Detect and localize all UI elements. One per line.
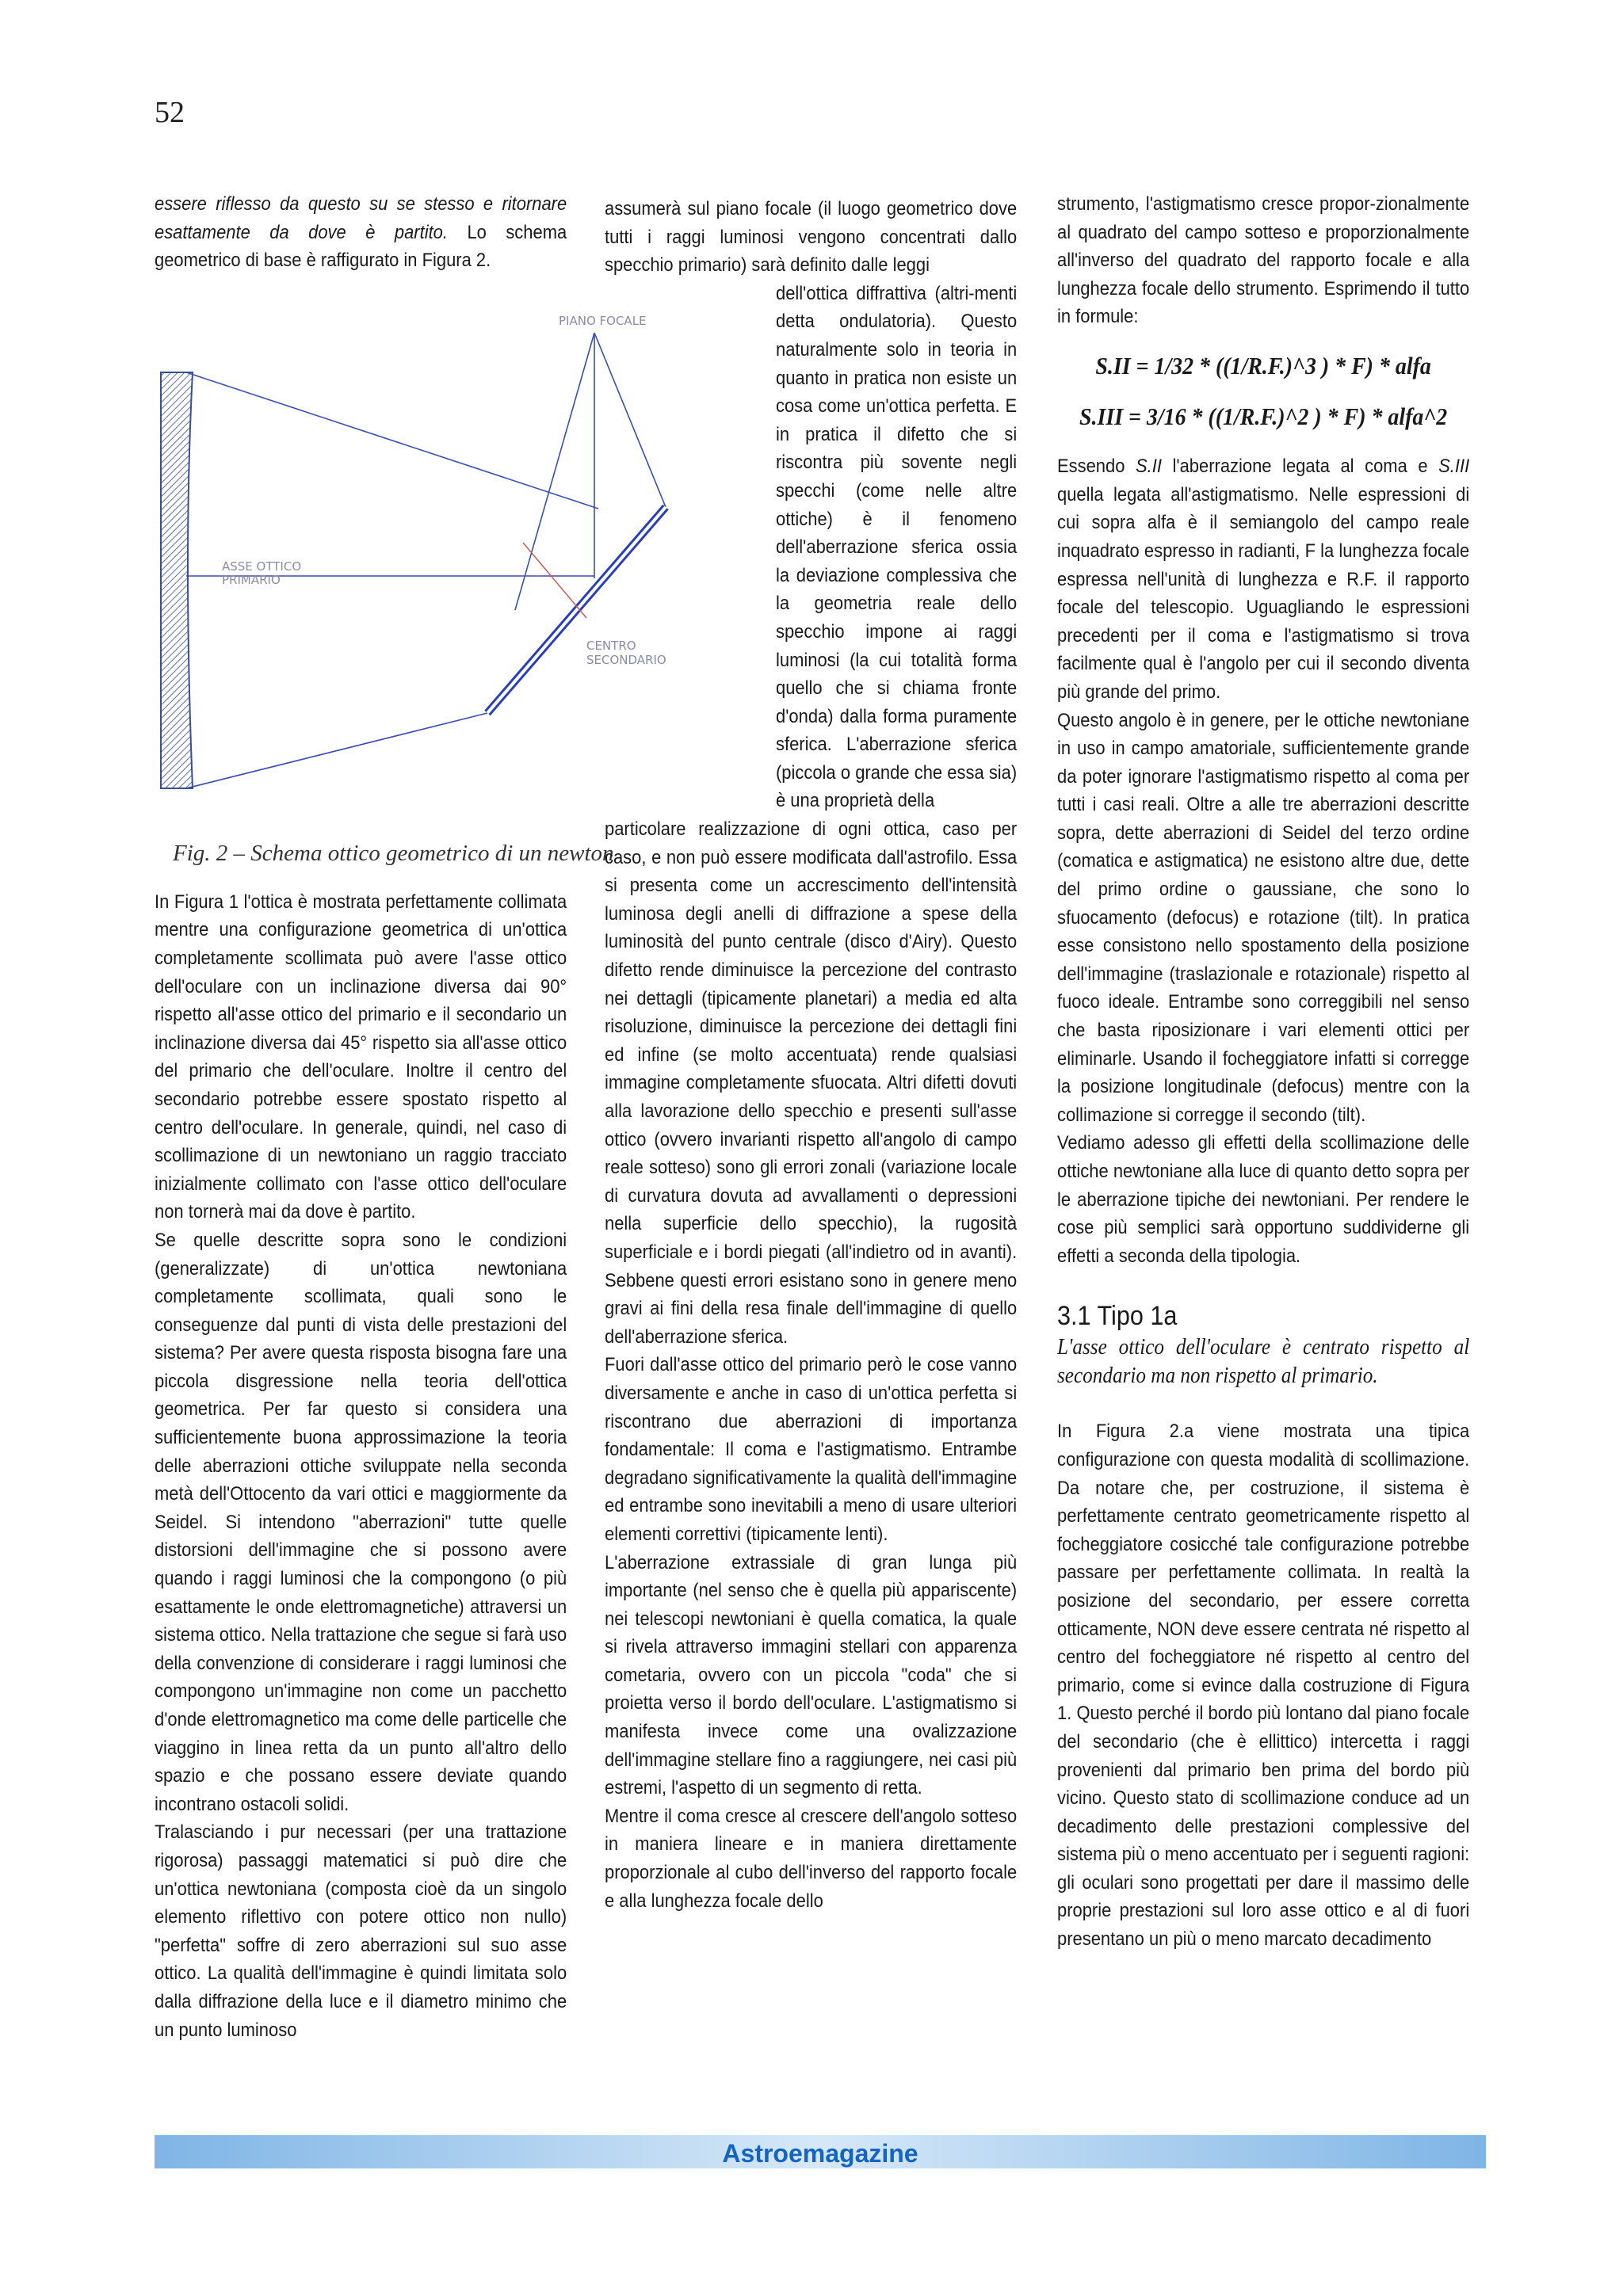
col1-intro: essere riflesso da questo su se stesso e ritornare esattamente da dove è partito. Lo schema geometrico di base è raffigurato in Figura 2. — [155, 193, 567, 272]
section-title: 3.1 Tipo 1a — [1057, 1301, 1178, 1332]
figure-caption: Fig. 2 – Schema ottico geometrico di un newton — [173, 841, 614, 866]
col1-paragraph-1: In Figura 1 l'ottica è mostrata perfettamente collimata mentre una configurazione geometrica di un'ottica completamente scollimata può avere l'asse ottico dell'oculare con un inclinazione diversa dai 90° rispetto all'asse ottico del primario e il secondario un inclinazione diversa dai 45° rispetto sia all'asse ottico del primario che dell'oculare. Inoltre il centro del secondario potrebbe essere spostato rispetto al centro dell'oculare. In generale, quindi, nel caso di scollimazione di un newtoniano un raggio tracciato inizialmente collimato con l'asse ottico dell'oculare non tornerà mai da dove è partito. — [155, 891, 567, 1223]
page-number: 52 — [155, 96, 185, 129]
label-centro: CENTRO — [586, 639, 636, 653]
col2-paragraph-1c: particolare realizzazione di ogni ottica, caso per caso, e non può essere modificata dall'astrofilo. Essa si presenta come un accrescimento dell'intensità luminosa degli anelli di diffrazione a spese della luminosità del punto centrale (disco d'Airy). Questo difetto rende diminuisce la percezione del contrasto nei dettagli (tipicamente planetari) a media ed alta risoluzione, diminuisce la percezione dei dettagli fini ed infine (se molto accentuata) rende qualsiasi immagine completamente sfuocata. Altri difetti dovuti alla lavorazione dello specchio e presenti sull'asse ottico (ovvero invarianti rispetto all'angolo di campo reale sotteso) sono gli errori zonali (variazione locale di curvatura dovuta ad avvallamenti o depressioni nella superficie dello specchio), la rugosità superficiale e i bordi piegati (all'indietro od in avanti). Sebbene questi errori esistano sono in genere meno gravi ai fini della resa finale dell'immagine di quello dell'aberrazione sferica. — [605, 818, 1018, 1348]
label-asse-ottico: ASSE OTTICO — [222, 559, 302, 574]
col3-paragraph-3: Questo angolo è in genere, per le ottiche newtoniane in uso in campo amatoriale, sufficientemente grande da poter ignorare l'astigmatismo rispetto al coma per tutti i casi reali. Oltre a alle tre aberrazioni descritte sopra, dette aberrazioni di Seidel del terzo ordine (comatica e astigmatica) ne esistono altre due, dette del primo ordine o gaussiane, che sono lo sfuocamento (defocus) e rotazione (tilt). In pratica esse consistono nello spostamento della posizione dell'immagine (traslazionale e rotazionale) rispetto al fuoco ideale. Entrambe sono correggibili nel senso che basta riposizionare i vari elementi ottici per eliminarle. Usando il focheggiatore infatti si corregge la posizione longitudinale (defocus) mentre con la collimazione si corregge il secondo (tilt). — [1057, 709, 1470, 1126]
col2-paragraph-3: L'aberrazione extrassiale di gran lunga più importante (nel senso che è quella più appariscente) nei telescopi newtoniani è quella comatica, la quale si rivela attraverso immagini stellari con apparenza cometaria, ovvero con un piccola "coda" che si proietta verso il bordo dell'oculare. L'astigmatismo si manifesta invece come una ovalizzazione dell'immagine stellare fino a raggiungere, nei casi più estremi, l'aspetto di un segmento di retta. — [605, 1551, 1018, 1799]
formula-astigmatism: S.III = 3/16 * ((1/R.F.)^2 ) * F) * alfa^2 — [1079, 402, 1448, 430]
col3-paragraph-5: In Figura 2.a viene mostrata una tipica configurazione con questa modalità di scollimazione. Da notare che, per costruzione, il sistema è perfettamente centrato geometricamente rispetto al focheggiatore cosicché tale configurazione potrebbe passare per perfettamente collimata. In realtà la posizione del secondario, per essere corretta otticamente, NON deve essere centrata né rispetto al centro del focheggiatore né rispetto al centro del primario, come si evince dalla costruzione di Figura 1. Questo perché il bordo più lontano dal piano focale del secondario (che è ellittico) intercetta i raggi provenienti dal primario ben prima del bordo più vicino. Questo stato di scollimazione conduce ad un decadimento delle prestazioni complessive del sistema più o meno accentuato per i seguenti ragioni: gli oculari sono progettati per dare il massimo delle proprie prestazioni sul loro asse ottico e al di fuori presentano un più o meno marcato decadimento — [1057, 1421, 1470, 1951]
column-2 — [605, 195, 1017, 1915]
formula-coma: S.II = 1/32 * ((1/R.F.)^3 ) * F) * alfa — [1095, 351, 1431, 379]
label-piano-focale: PIANO FOCALE — [559, 314, 647, 328]
column-3 — [1057, 190, 1469, 1954]
col2-paragraph-1a: assumerà sul piano focale (il luogo geometrico dove tutti i raggi luminosi vengono concentrati dallo specchio primario) sarà definito dalle leggi — [605, 198, 1018, 277]
col2-paragraph-1b: dell'ottica diffrattiva (altri-menti detta ondulatoria). Questo naturalmente solo in teoria in quanto in pratica non esiste un cosa come un'ottica perfetta. E in pratica il difetto che si riscontra più sovente negli specchi (come nelle altre ottiche) è il fenomeno dell'aberrazione sferica ossia la deviazione complessiva che la geometria reale dello specchio impone ai raggi luminosi (la cui totalità forma quello che si chiama fronte d'onda) dalla forma puramente sferica. L'aberrazione sferica (piccola o grande che essa sia) è una proprietà della — [776, 282, 1018, 812]
label-primario: PRIMARIO — [222, 573, 281, 587]
col1-paragraph-2: Se quelle descritte sopra sono le condizioni (generalizzate) di un'ottica newtoniana completamente scollimata, quali sono le conseguenze dal punti di vista delle prestazioni del sistema? Per avere questa risposta bisogna fare una piccola disgressione nella teoria dell'ottica geometrica. Per far questo si considera una sufficientemente buona approssimazione la teoria delle aberrazioni ottiche sviluppate nella seconda metà dell'Ottocento da vari ottici e maggiormente da Seidel. Si intendono "aberrazioni" tutte quelle distorsioni dell'immagine che si possono avere quando i raggi luminosi che la compongono (o più esattamente le onde elettromagnetiche) attraversi un sistema ottico. Nella trattazione che segue si farà uso della convenzione di considerare i raggi luminosi che compongono un'immagine non come un pacchetto d'onde elettromagnetico ma come delle particelle che viaggino in linea retta da un punto all'altro dello spazio e che possano essere deviate quando incontrano ostacoli solidi. — [155, 1229, 567, 1815]
label-secondario: SECONDARIO — [586, 653, 666, 667]
col1-paragraph-3: Tralasciando i pur necessari (per una trattazione rigorosa) passaggi matematici si può dire che un'ottica newtoniana (composta cioè da un singolo elemento riflettivo con potere ottico non nullo) "perfetta" soffre di zero aberrazioni sul suo asse ottico. La qualità dell'immagine è quindi limitata solo dalla diffrazione della luce e il diametro minimo che un punto luminoso — [155, 1821, 567, 2041]
column-1 — [155, 190, 567, 2044]
col3-paragraph-2: Essendo S.II l'aberrazione legata al coma e S.III quella legata all'astigmatismo. Nelle espressioni di cui sopra alfa è il semiangolo del campo reale inquadrato espresso in radianti, F la lunghezza focale espressa nell'unità di lunghezza e R.F. il rapporto focale del telescopio. Uguagliando le espressioni precedenti per il coma e l'astigmatismo si trova facilmente qual è l'angolo per cui il secondo diventa più grande del primo. — [1057, 456, 1470, 703]
section-subtitle: L'asse ottico dell'oculare è centrato rispetto al secondario ma non rispetto al primario. — [1057, 1335, 1470, 1389]
col3-paragraph-1: strumento, l'astigmatismo cresce propor-zionalmente al quadrato del campo sotteso e proporzionalmente all'inverso del quadrato del rapporto focale e alla lunghezza focale dello strumento. Esprimendo il tutto in formule: — [1057, 193, 1470, 328]
col2-paragraph-2: Fuori dall'asse ottico del primario però le cose vanno diversamente e anche in caso di un'ottica perfetta si riscontrano due aberrazioni di importanza fondamentale: Il coma e l'astigmatismo. Entrambe degradano significativamente la qualità dell'immagine ed entrambe sono inevitabili a meno di usare ulteriori elementi correttivi (tipicamente lenti). — [605, 1354, 1018, 1545]
footer-magazine-name: Astroemagazine — [722, 2139, 918, 2168]
col3-paragraph-4: Vediamo adesso gli effetti della scollimazione delle ottiche newtoniane alla luce di quanto detto sopra per le aberrazione tipiche dei newtoniani. Per rendere le cose più semplici sarà opportuno suddividerne gli effetti a seconda della tipologia. — [1057, 1132, 1470, 1267]
col2-paragraph-4: Mentre il coma cresce al crescere dell'angolo sotteso in maniera lineare e in maniera direttamente proporzionale al cubo dell'inverso del rapporto focale e alla lunghezza focale dello — [605, 1805, 1018, 1912]
